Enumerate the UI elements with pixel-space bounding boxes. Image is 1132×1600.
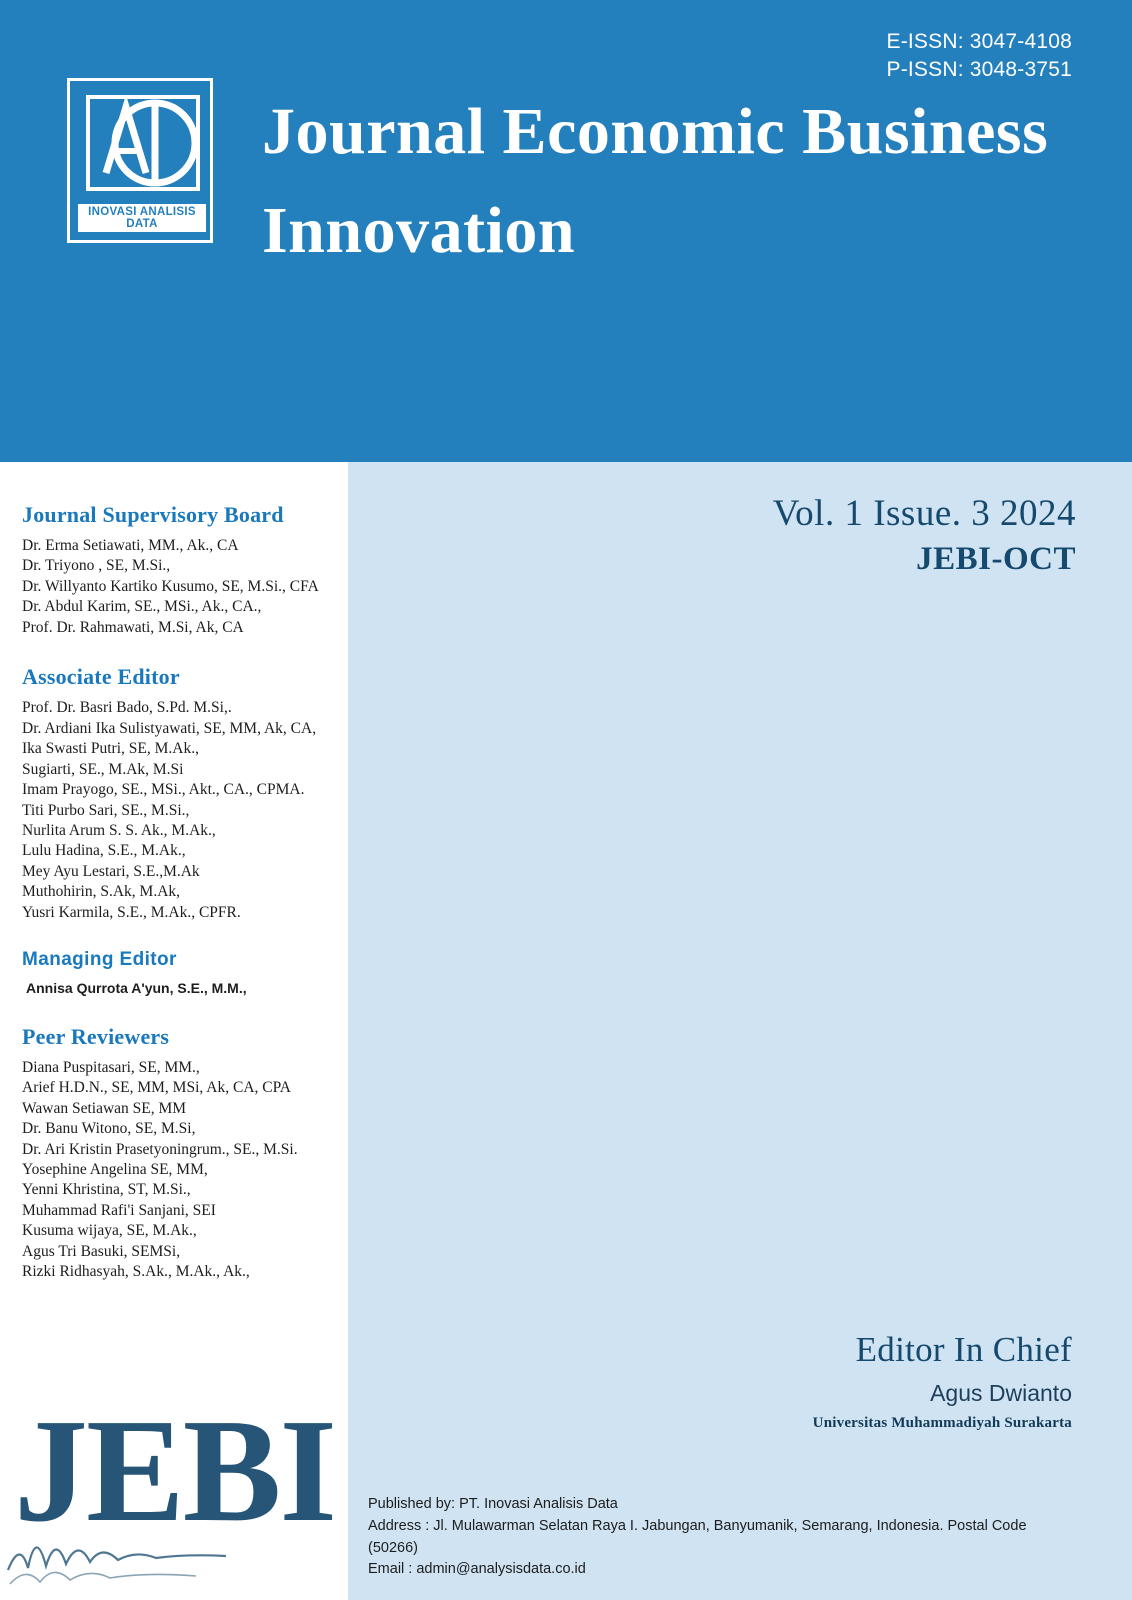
- editor-in-chief-block: [813, 1330, 1072, 1432]
- publisher-footer: [368, 1494, 1078, 1581]
- board-member: Muthohirin, S.Ak, M.Ak,: [22, 883, 181, 901]
- board-member: Mey Ayu Lestari, S.E.,M.Ak: [22, 862, 200, 880]
- e-issn: E-ISSN: 3047-4108: [886, 30, 1072, 53]
- board-member: Diana Puspitasari, SE, MM.,: [22, 1058, 200, 1076]
- board-member: Kusuma wijaya, SE, M.Ak.,: [22, 1222, 197, 1240]
- section-title: Peer Reviewers: [22, 1023, 170, 1049]
- board-member: Titi Purbo Sari, SE., M.Si.,: [22, 801, 190, 819]
- board-member: Nurlita Arum S. S. Ak., M.Ak.,: [22, 821, 216, 839]
- watermark-text: JEBI: [14, 1390, 336, 1553]
- email-line: Email : admin@analysisdata.co.id: [368, 1561, 586, 1578]
- board-section-peer-reviewers: [22, 1024, 332, 1283]
- logo-caption: INOVASI ANALISIS DATA: [78, 204, 206, 232]
- board-member: Prof. Dr. Rahmawati, M.Si, Ak, CA: [22, 618, 244, 636]
- board-section-supervisory: [22, 502, 332, 638]
- board-member: Yusri Karmila, S.E., M.Ak., CPFR.: [22, 903, 241, 921]
- board-member: Yenni Khristina, ST, M.Si.,: [22, 1181, 191, 1199]
- issn-block: [886, 28, 1072, 85]
- address-line: Address : Jl. Mulawarman Selatan Raya I. Jabungan, Banyumanik, Semarang, Indonesia. Postal Code (50266): [368, 1517, 1027, 1556]
- cover-header: [0, 0, 1132, 462]
- issue-info: [773, 492, 1076, 578]
- section-title: Associate Editor: [22, 664, 180, 690]
- section-title: Managing Editor: [22, 949, 177, 971]
- board-member: Sugiarti, SE., M.Ak, M.Si: [22, 760, 184, 778]
- jebi-watermark: [6, 1390, 336, 1600]
- board-member: Dr. Banu Witono, SE, M.Si,: [22, 1120, 196, 1138]
- editor-in-chief-affiliation: Universitas Muhammadiyah Surakarta: [812, 1415, 1072, 1431]
- editor-in-chief-name: Agus Dwianto: [930, 1380, 1072, 1406]
- p-issn: P-ISSN: 3048-3751: [886, 58, 1072, 82]
- board-member: Dr. Ari Kristin Prasetyoningrum., SE., M.Si.: [22, 1140, 298, 1158]
- board-member: Imam Prayogo, SE., MSi., Akt., CA., CPMA.: [22, 781, 305, 799]
- page-title: Journal Economic Business Innovation: [262, 95, 1049, 267]
- board-member: Annisa Qurrota A'yun, S.E., M.M.,: [26, 980, 247, 997]
- board-member: Dr. Willyanto Kartiko Kusumo, SE, M.Si., CFA: [22, 577, 319, 595]
- volume-issue-line: Vol. 1 Issue. 3 2024: [772, 493, 1076, 534]
- board-member: Arief H.D.N., SE, MM, MSi, Ak, CA, CPA: [22, 1079, 291, 1097]
- board-member: Muhammad Rafi'i Sanjani, SEI: [22, 1201, 216, 1219]
- board-member: Rizki Ridhasyah, S.Ak., M.Ak., Ak.,: [22, 1263, 250, 1281]
- board-member: Dr. Abdul Karim, SE., MSi., Ak., CA.,: [22, 598, 262, 616]
- issue-code: JEBI-OCT: [916, 541, 1076, 577]
- editor-in-chief-label: Editor In Chief: [855, 1330, 1072, 1369]
- board-section-managing-editor: [22, 949, 332, 997]
- board-member: Lulu Hadina, S.E., M.Ak.,: [22, 842, 186, 860]
- board-section-associate-editor: [22, 664, 332, 923]
- board-member: Dr. Ardiani Ika Sulistyawati, SE, MM, Ak, CA,: [22, 719, 317, 737]
- board-member: Dr. Erma Setiawati, MM., Ak., CA: [22, 537, 239, 554]
- publisher-line: Published by: PT. Inovasi Analisis Data: [368, 1496, 618, 1512]
- board-member: Dr. Triyono , SE, M.Si.,: [22, 557, 171, 575]
- publisher-logo: [67, 78, 213, 243]
- board-member: Prof. Dr. Basri Bado, S.Pd. M.Si,.: [22, 699, 232, 717]
- board-member: Agus Tri Basuki, SEMSi,: [22, 1242, 181, 1260]
- editorial-board-list: [22, 502, 332, 1309]
- section-title: Journal Supervisory Board: [22, 502, 284, 527]
- board-member: Yosephine Angelina SE, MM,: [22, 1160, 208, 1178]
- board-member: Wawan Setiawan SE, MM: [22, 1099, 187, 1117]
- board-member: Ika Swasti Putri, SE, M.Ak.,: [22, 740, 199, 758]
